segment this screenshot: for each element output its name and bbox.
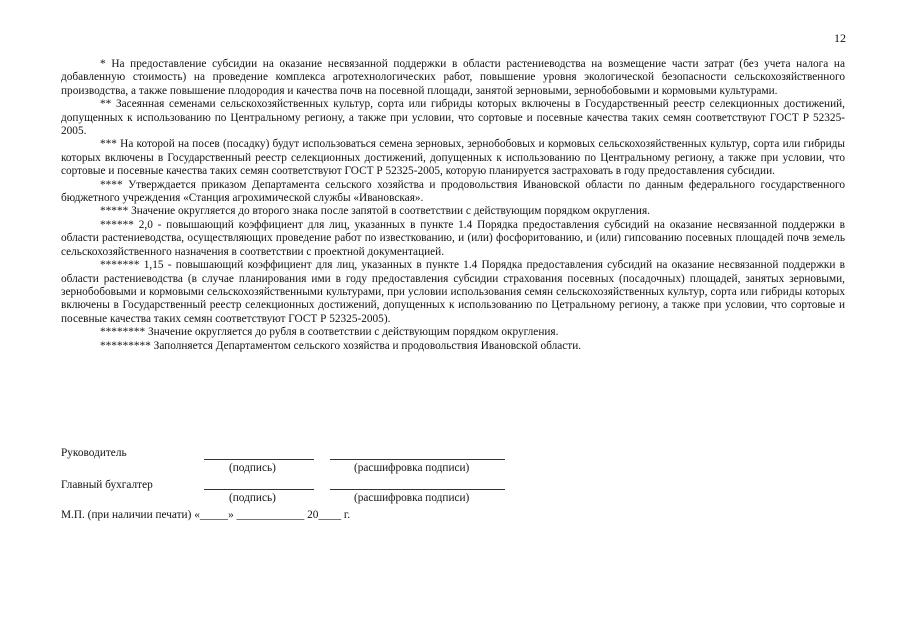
accountant-signature-line xyxy=(204,489,314,490)
footnote-7: ******* 1,15 - повышающий коэффициент для лиц, указанных в пункте 1.4 Порядка предоставления субсидий на оказание несвязанной поддержки в области растениеводства (в случае планирования ими в году предоставления субсидии страхования посевных (посадочных) площадей, занятых зерновыми, зернобобовыми и кормовыми сельскохозяйственными культурами, при условии использования семян сельскохозяйственных культур, сорта или гибриды которых включены в Государственный реестр селекционных достижений, допущенных к использованию по Цетральному региону, а также при условии, что сортовые и посевные качества таких семян соответствуют ГОСТ Р 52325-2005). xyxy=(61,259,845,325)
head-signature-line xyxy=(204,459,314,460)
footnote-9: ********* Заполняется Департаментом сельского хозяйства и продовольствия Ивановской области. xyxy=(100,339,582,352)
footnote-1: * На предоставление субсидии на оказание несвязанной поддержки в области растениеводства на возмещение части затрат (без учета налога на добавленную стоимость) на проведение комплекса агротехнологических работ, повышение уровня экологической безопасности сельскохозяйственного производства, а также повышение плодородия и качества почв на посевной площади, занятой зерновыми, зернобобовыми и кормовыми культурами. xyxy=(61,58,845,97)
footnote-6: ****** 2,0 - повышающий коэффициент для лиц, указанных в пункте 1.4 Порядка предоставления субсидий на оказание несвязанной поддержки в области растениеводства, осуществляющих проведение работ по известкованию, и (или) фосфоритованию, и (или) гипсованию посевных площадей почв земель сельскохозяйственного назначения в соответствии с проектной документацией. xyxy=(61,218,845,258)
accountant-decryption-line xyxy=(330,489,505,490)
footnote-5: ***** Значение округляется до второго знака после запятой в соответствии с действующим порядком округления. xyxy=(100,205,650,218)
page-number: 12 xyxy=(834,31,846,45)
accountant-decryption-caption: (расшифровка подписи) xyxy=(354,492,470,504)
accountant-signature-caption: (подпись) xyxy=(229,492,276,504)
head-decryption-line xyxy=(330,459,505,460)
accountant-label: Главный бухгалтер xyxy=(61,479,153,491)
head-signature-caption: (подпись) xyxy=(229,462,276,474)
head-label: Руководитель xyxy=(61,447,127,459)
head-decryption-caption: (расшифровка подписи) xyxy=(354,462,470,474)
footnotes xyxy=(61,58,845,353)
footnote-4: **** Утверждается приказом Департамента сельского хозяйства и продовольствия Ивановской области по данным федерального государственного бюджетного учреждения «Станция агрохимической службы «Ивановская». xyxy=(61,178,845,205)
stamp-date-line: М.П. (при наличии печати) «_____» ____________ 20____ г. xyxy=(61,509,351,521)
footnote-2: ** Засеянная семенами сельскохозяйственных культур, сорта или гибриды которых включены в Государственный реестр селекционных достижений, допущенных к использованию по Центральному региону, а также при условии, что сортовые и посевные качества таких семян соответствуют ГОСТ Р 52325-2005. xyxy=(61,98,845,138)
footnote-8: ******** Значение округляется до рубля в соответствии с действующим порядком округления. xyxy=(100,326,559,339)
footnote-3: *** На которой на посев (посадку) будут использоваться семена зерновых, зернобобовых и кормовых сельскохозяйственных культур, сорта или гибриды которых включены в Государственный реестр селекционных достижений, допущенных к использованию по Центральному региону, а также при условии, что сортовые и посевные качества таких семян соответствуют ГОСТ Р 52325-2005, которую планируется застраховать в году предоставления субсидии. xyxy=(61,138,845,178)
